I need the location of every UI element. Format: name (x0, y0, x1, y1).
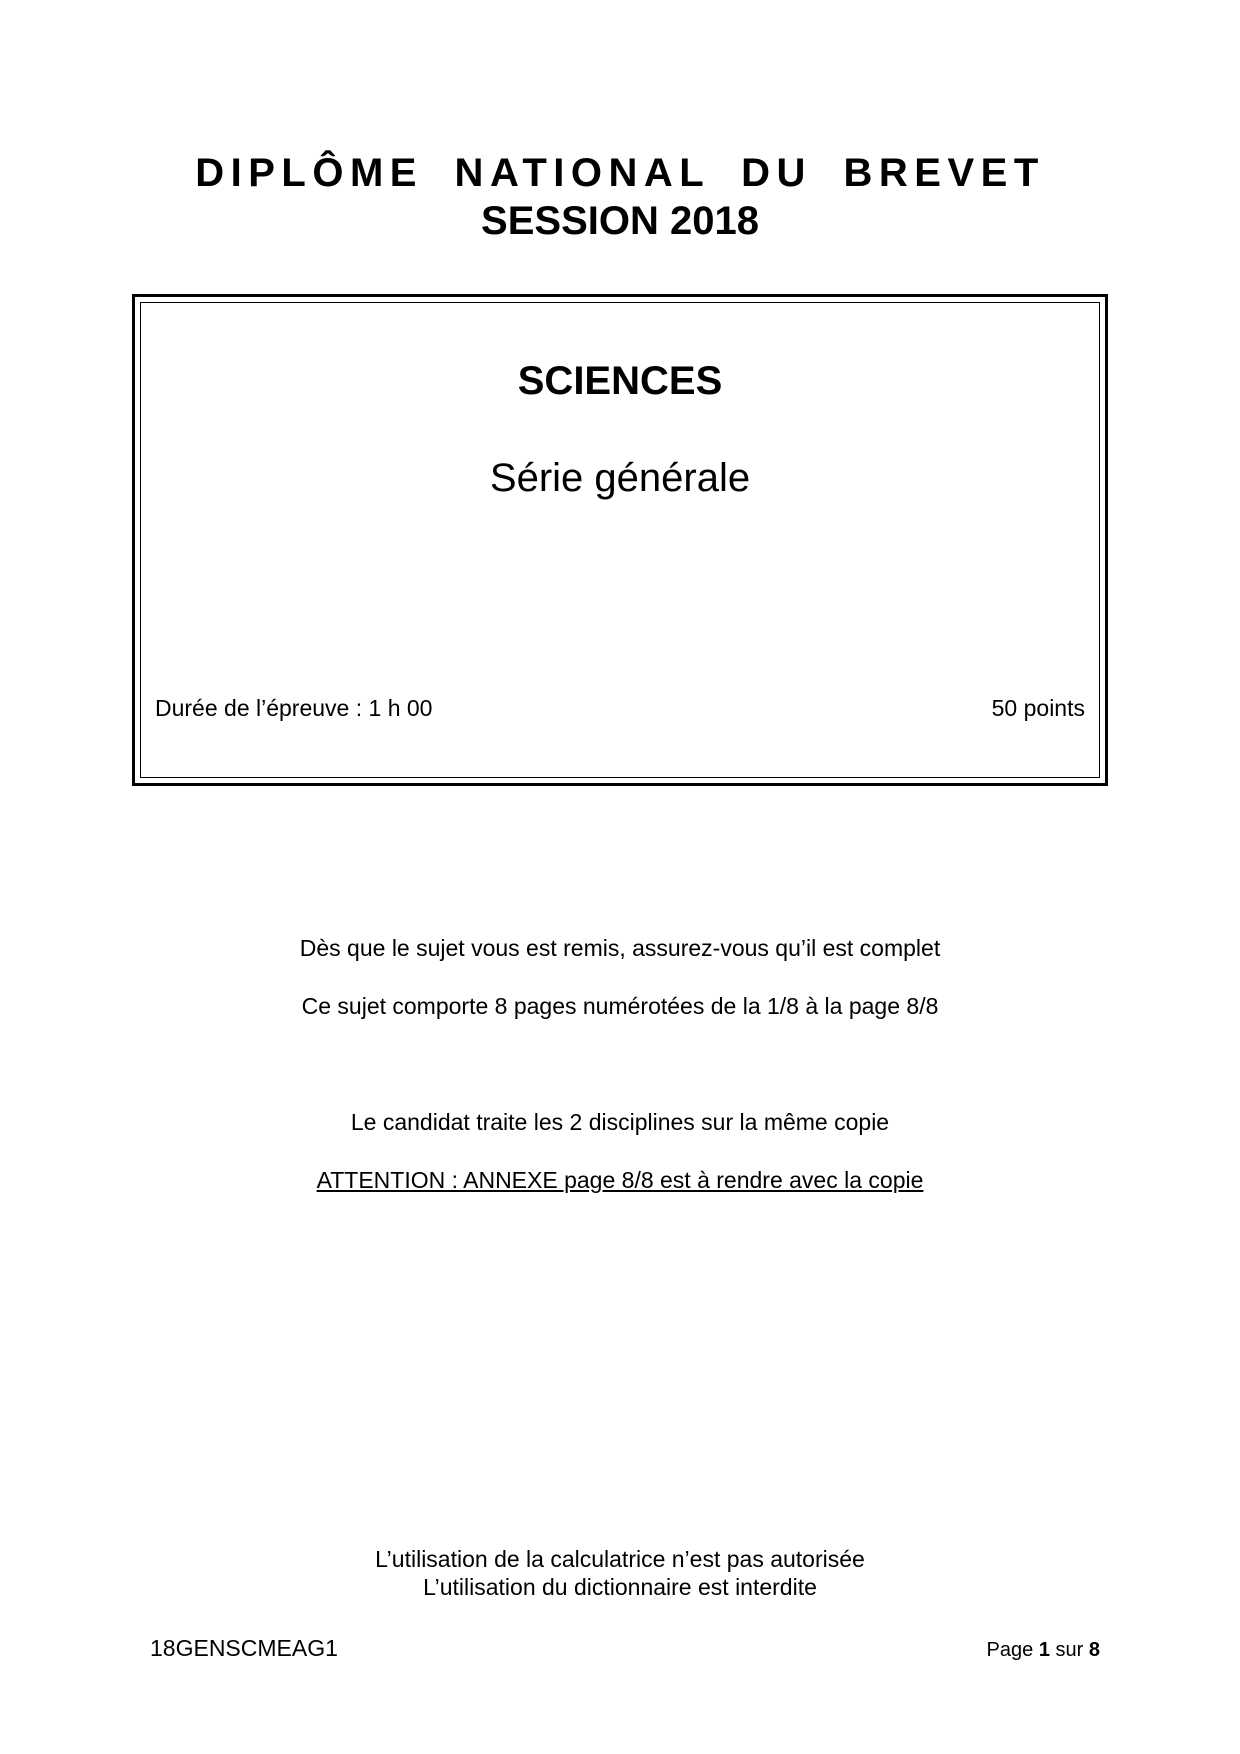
serie-label: Série générale (489, 456, 751, 500)
page-current: 1 (1038, 1639, 1050, 1661)
exam-title: DIPLÔME NATIONAL DU BREVET (195, 151, 1045, 195)
calculator-note: L’utilisation de la calculatrice n’est pas autorisée (375, 1546, 865, 1572)
subject-code: 18GENSCMEAG1 (150, 1635, 338, 1661)
instruction-same-copy: Le candidat traite les 2 disciplines sur la même copie (350, 1109, 890, 1135)
page-word: Page (986, 1639, 1034, 1661)
subject-box (132, 294, 1108, 786)
duration-label: Durée de l’épreuve : 1 h 00 (155, 695, 433, 721)
instruction-annex-attention: ATTENTION : ANNEXE page 8/8 est à rendre avec la copie (316, 1167, 924, 1193)
instruction-page-count: Ce sujet comporte 8 pages numérotées de la 1/8 à la page 8/8 (301, 993, 939, 1019)
page-number (987, 1637, 1100, 1663)
instruction-complete-check: Dès que le sujet vous est remis, assurez-vous qu’il est complet (299, 935, 941, 961)
dictionary-note: L’utilisation du dictionnaire est interdite (423, 1574, 817, 1600)
session-title: SESSION 2018 (481, 199, 759, 243)
page-separator: sur (1055, 1639, 1084, 1661)
page-total: 8 (1088, 1639, 1100, 1661)
subject-title: SCIENCES (517, 359, 723, 403)
points-label: 50 points (991, 695, 1085, 721)
subject-box-inner-border (140, 302, 1100, 778)
